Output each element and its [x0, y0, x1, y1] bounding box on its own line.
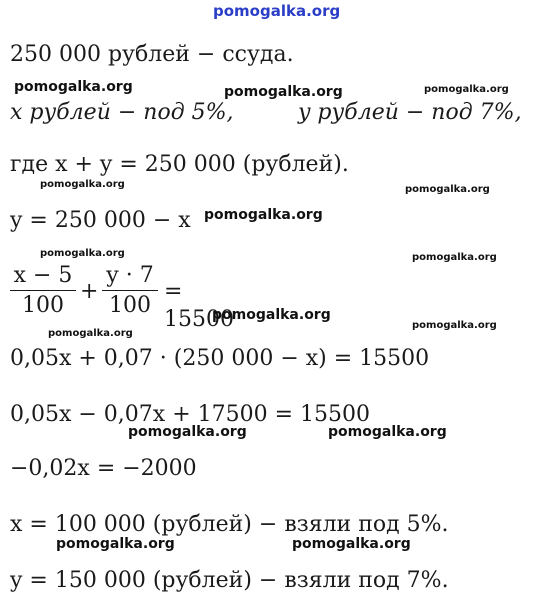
fraction-y-denominator: 100	[109, 293, 151, 318]
line-simplified: 0,05x − 0,07x + 17500 = 15500	[10, 402, 371, 427]
line-loan: 250 000 рублей − ссуда.	[10, 42, 294, 67]
line-y-7: y рублей − под 7%,	[298, 100, 522, 125]
watermark: pomogalka.org	[56, 536, 175, 552]
watermark-top: pomogalka.org	[213, 2, 341, 20]
watermark: pomogalka.org	[224, 84, 343, 100]
watermark: pomogalka.org	[14, 79, 133, 95]
watermark: pomogalka.org	[328, 424, 447, 440]
fraction-y-numerator: y · 7	[106, 263, 154, 288]
line-x-5: x рублей − под 5%,	[10, 100, 234, 125]
watermark: pomogalka.org	[204, 207, 323, 223]
watermark: pomogalka.org	[40, 248, 125, 259]
line-reduced: −0,02x = −2000	[10, 456, 197, 481]
line-x-result: x = 100 000 (рублей) − взяли под 5%.	[10, 512, 449, 537]
watermark: pomogalka.org	[412, 320, 497, 331]
line-y-result: y = 150 000 (рублей) − взяли под 7%.	[10, 568, 449, 593]
fraction-x-numerator: x − 5	[13, 263, 73, 288]
line-sum: где x + y = 250 000 (рублей).	[10, 152, 349, 177]
watermark: pomogalka.org	[412, 252, 497, 263]
watermark: pomogalka.org	[40, 179, 125, 190]
watermark: pomogalka.org	[212, 307, 331, 323]
fraction-x-denominator: 100	[22, 293, 64, 318]
watermark: pomogalka.org	[424, 84, 509, 95]
watermark: pomogalka.org	[405, 184, 490, 195]
fraction-y	[102, 262, 158, 319]
watermark: pomogalka.org	[128, 424, 247, 440]
fraction-x	[10, 262, 76, 319]
plus-sign: +	[80, 279, 99, 304]
line-y-expr: y = 250 000 − x	[10, 208, 191, 233]
watermark: pomogalka.org	[292, 536, 411, 552]
watermark: pomogalka.org	[48, 328, 133, 339]
line-expanded: 0,05x + 0,07 · (250 000 − x) = 15500	[10, 346, 430, 371]
fraction-rhs: = 15500	[164, 279, 234, 332]
